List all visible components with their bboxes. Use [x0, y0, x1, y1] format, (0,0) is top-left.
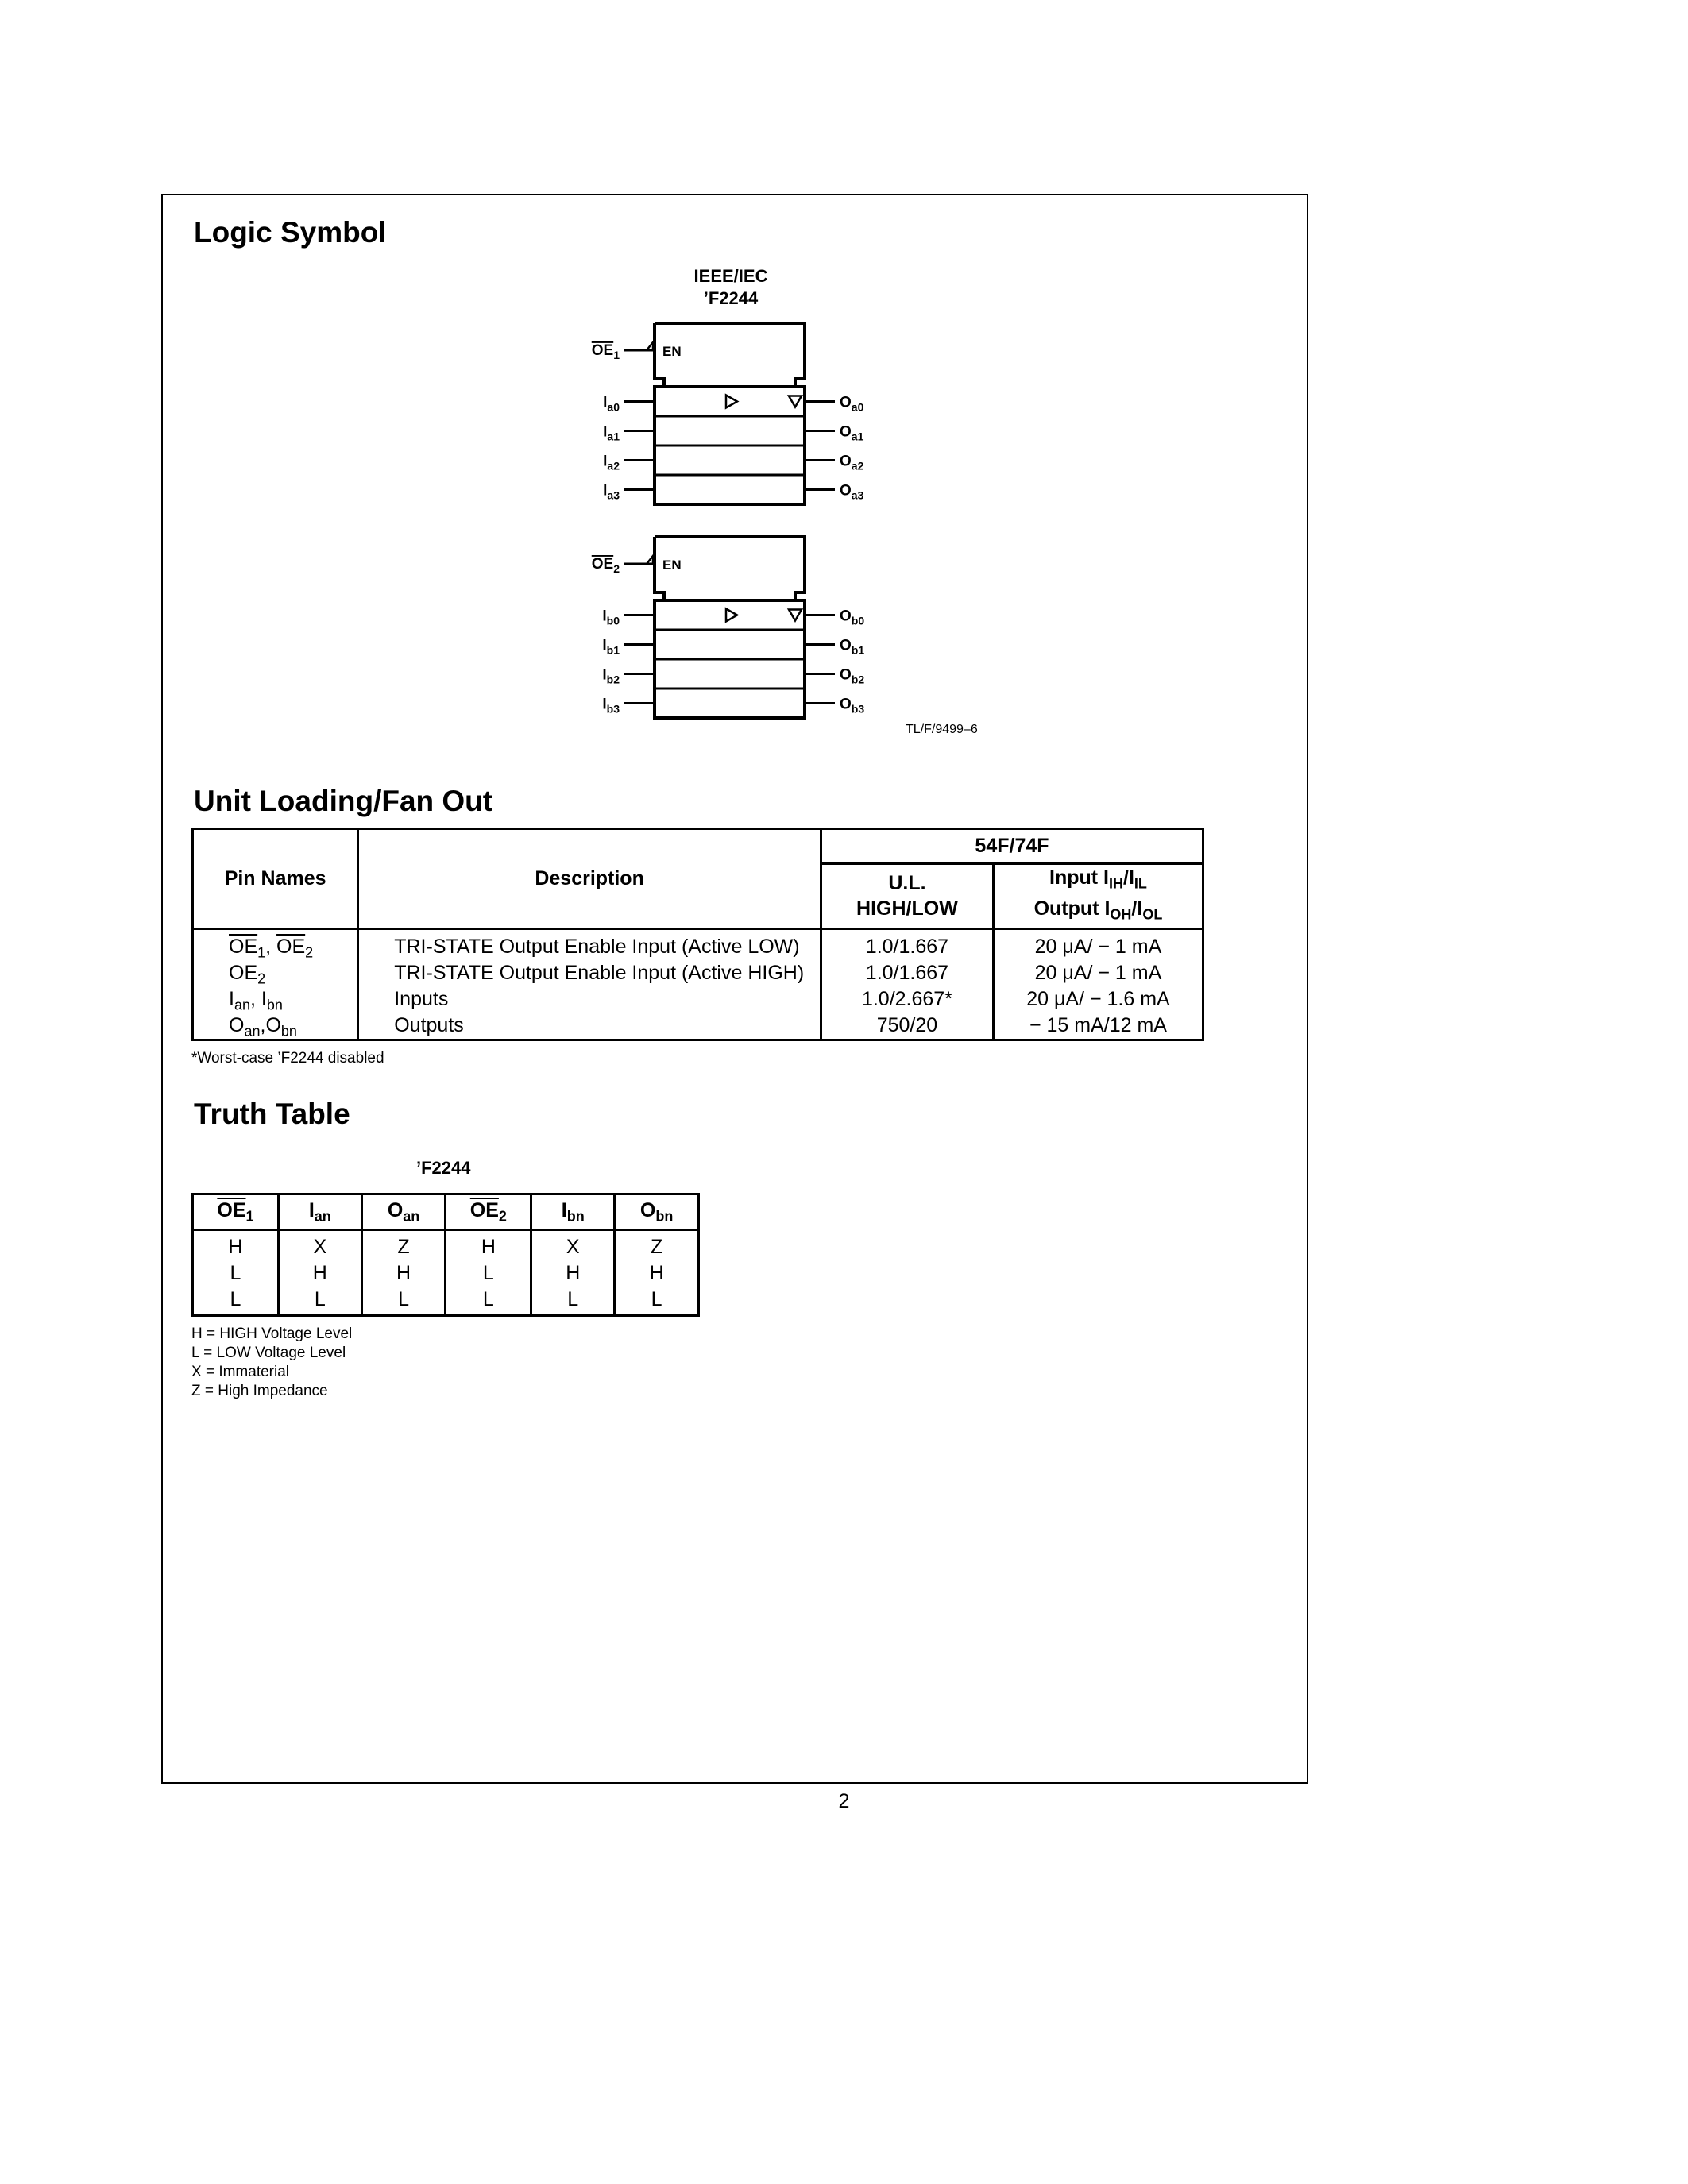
th-oe1: $\overline{OE}_1$: [193, 1194, 279, 1230]
group-b-output-label: $O_{b1}$: [840, 637, 865, 657]
pin-row-4: $O_{an},O_{bn}$: [229, 1013, 297, 1040]
group-a-output-label: $O_{a2}$: [840, 453, 864, 473]
logic-symbol-heading: Logic Symbol: [194, 216, 387, 249]
desc-row-1: TRI-STATE Output Enable Input (Active LOW): [394, 935, 800, 958]
group-a-oe-label: $OE_1$: [591, 342, 620, 361]
io-cell: [993, 928, 1203, 1040]
group-a-input-label: $I_{a1}$: [603, 423, 620, 443]
truth-table: [191, 1193, 700, 1317]
tt-col-oe1: H L L: [193, 1230, 279, 1316]
desc-row-2: TRI-STATE Output Enable Input (Active HIGH): [394, 961, 805, 984]
col-pin-names: Pin Names: [193, 829, 358, 929]
group-b-input-label: $I_{b2}$: [602, 666, 620, 686]
group-b-input-label: $I_{b3}$: [602, 696, 620, 716]
pin-names-cell: [193, 928, 358, 1040]
col-family: 54F/74F: [821, 829, 1203, 864]
pin-row-2: $OE_2$: [229, 961, 266, 987]
group-b-output-label: $O_{b3}$: [840, 696, 865, 716]
unit-loading-body: [193, 928, 1203, 1040]
col-ul: [821, 864, 993, 929]
group-a-tristate-icon: [789, 396, 802, 407]
tt-col-oan: Z H L: [361, 1230, 446, 1316]
col-io-line1: Input $I_{IH}/I_{IL}$: [1049, 866, 1147, 892]
col-ul-line2: HIGH/LOW: [856, 897, 958, 920]
unit-loading-heading: Unit Loading/Fan Out: [194, 785, 493, 817]
group-b-en-label: EN: [662, 558, 682, 573]
unit-loading-footnote: *Worst-case ’F2244 disabled: [191, 1050, 384, 1067]
th-oan: $O_{an}$: [361, 1194, 446, 1230]
unit-loading-table: [191, 828, 1204, 1041]
col-io: [993, 864, 1203, 929]
group-b-output-label: $O_{b2}$: [840, 666, 865, 686]
group-b-buffer-icon: [726, 609, 737, 622]
tt-col-obn: Z H L: [615, 1230, 699, 1316]
logic-group-a: [592, 323, 864, 504]
ul-row-4: 750/20: [876, 1013, 938, 1036]
io-row-2: 20 μA/ − 1 mA: [1034, 961, 1162, 984]
page-number: 2: [838, 1790, 850, 1812]
figure-id: TL/F/9499–6: [906, 723, 978, 736]
description-cell: [358, 928, 821, 1040]
io-row-4: − 15 mA/12 mA: [1029, 1013, 1167, 1036]
group-a-output-label: $O_{a3}$: [840, 482, 864, 502]
th-oe2: $\overline{OE}_2$: [446, 1194, 531, 1230]
pin-row-1: $\overline{OE}_1$, $\overline{OE}_2$: [229, 935, 314, 961]
col-io-line2: Output $I_{OH}/I_{OL}$: [1033, 897, 1163, 923]
legend-immaterial: X = Immaterial: [191, 1364, 290, 1380]
ul-row-1: 1.0/1.667: [865, 935, 949, 958]
logic-group-b: [592, 537, 865, 718]
tt-col-oe2: H L L: [446, 1230, 531, 1316]
io-row-1: 20 μA/ − 1 mA: [1034, 935, 1162, 958]
group-a-output-label: $O_{a1}$: [840, 423, 864, 443]
logic-symbol-title-standard: IEEE/IEC: [693, 266, 768, 286]
truth-table-body: [193, 1230, 699, 1316]
th-obn: $O_{bn}$: [615, 1194, 699, 1230]
th-ibn: $I_{bn}$: [531, 1194, 615, 1230]
group-b-tristate-icon: [789, 610, 802, 621]
desc-row-4: Outputs: [394, 1013, 464, 1036]
tt-col-ibn: X H L: [531, 1230, 615, 1316]
group-a-input-label: $I_{a0}$: [603, 394, 620, 414]
th-ian: $I_{an}$: [278, 1194, 361, 1230]
tt-col-ian: X H L: [278, 1230, 361, 1316]
col-ul-line1: U.L.: [888, 872, 926, 895]
group-a-output-label: $O_{a0}$: [840, 394, 864, 414]
logic-symbol-title-part: ’F2244: [703, 288, 759, 308]
ul-cell: [821, 928, 993, 1040]
ul-row-2: 1.0/1.667: [865, 961, 949, 984]
legend-high: H = HIGH Voltage Level: [191, 1325, 353, 1342]
pin-row-3: $I_{an}$, $I_{bn}$: [229, 987, 283, 1013]
legend-low: L = LOW Voltage Level: [191, 1345, 346, 1361]
truth-table-heading: Truth Table: [194, 1098, 350, 1130]
group-a-buffer-icon: [726, 396, 737, 408]
truth-table-caption: ’F2244: [416, 1158, 471, 1178]
legend-high-impedance: Z = High Impedance: [191, 1383, 328, 1399]
ul-row-3: 1.0/2.667*: [861, 987, 952, 1010]
group-b-oe-label: $OE_2$: [591, 556, 620, 575]
group-a-input-label: $I_{a3}$: [603, 482, 620, 502]
desc-row-3: Inputs: [394, 987, 449, 1010]
group-a-input-label: $I_{a2}$: [603, 453, 620, 473]
truth-table-legend: [191, 1325, 352, 1401]
truth-table-header: [193, 1194, 699, 1230]
group-a-en-label: EN: [662, 344, 682, 359]
group-b-input-label: $I_{b1}$: [602, 637, 620, 657]
group-b-input-label: $I_{b0}$: [602, 608, 620, 627]
group-b-output-label: $O_{b0}$: [840, 608, 865, 627]
col-description: Description: [358, 829, 821, 929]
io-row-3: 20 μA/ − 1.6 mA: [1026, 987, 1170, 1010]
